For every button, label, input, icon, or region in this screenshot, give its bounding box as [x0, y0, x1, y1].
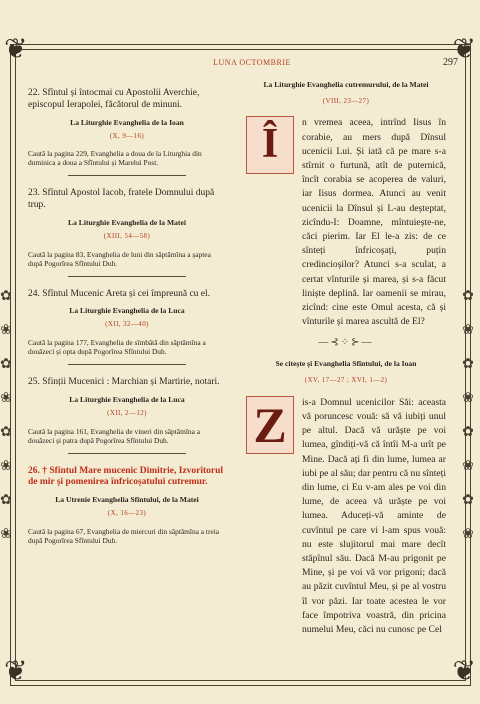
page-reference-note: Caută la pagina 229, Evanghelia a doua de la Liturghia din duminica a doua a Sfîntului și Marelui Post. — [28, 149, 202, 168]
entry-22 — [28, 88, 226, 176]
gospel-reference: (XII, 32—40) — [105, 320, 149, 329]
service-title: La Liturghie Evanghelia de la Matei — [68, 217, 186, 227]
gospel-reference: (XV, 17—27 ; XVI, 1—2) — [304, 375, 388, 384]
entry-title: 25. Sfinții Mucenici : Marchian și Martirie, notari. — [28, 377, 220, 388]
section-title: Se citește și Evanghelia Sfîntului, de la Ioan — [275, 359, 417, 369]
section-title: La Liturghie Evanghelia cutremurului, de la Matei — [263, 80, 429, 89]
entry-25 — [28, 377, 226, 454]
divider — [68, 175, 186, 176]
entry-23 — [28, 188, 226, 276]
service-title: La Liturghie Evanghelia de la Luca — [69, 306, 185, 316]
gospel-reference: (VIII, 23—27) — [322, 96, 370, 105]
gospel-reference: (X, 16—23) — [107, 509, 147, 518]
vine-border-icon: ✿ ❀ ✿ ❀ ✿ ❀ ✿ ❀ — [0, 289, 18, 542]
divider — [68, 364, 186, 365]
corner-flourish-icon: ❦ — [452, 34, 476, 65]
gospel-text: n vremea aceea, intrînd Iisus în corabie, au mers după Dînsul ucenicii Lui. Și iată că pe mare s-a stîrnit o furtună, atît de puternică, încît corabia se acoperea de valuri, iar Iisus dormea. Atunci au venit ucenicii la Dînsul și L-au deșteptat, zicîndu-I: Doamne, mîntuiește-ne, căci pierim. Iar El le-a zis: de ce sînteți înfricoșați, puțin credincioșilor? Atunci s-a sculat, a certat vînturile și marea, și s-a făcut liniște deplină. Iar oamenii se mirau, zicînd: cine este Omul acesta, că și vînturile și marea ascultă de El? — [302, 117, 446, 328]
corner-flourish-icon: ❦ — [452, 656, 476, 687]
dropcap-letter: Z — [246, 396, 294, 454]
divider — [68, 276, 186, 277]
right-column — [246, 80, 446, 637]
left-column — [28, 88, 226, 557]
page-reference-note: Caută la pagina 177, Evanghelia de sîmbătă din săptămîna a douăzeci și opta după Pogorîrea Sfîntului Duh. — [28, 338, 206, 357]
corner-flourish-icon: ❦ — [4, 656, 28, 687]
page-header-title: LUNA OCTOMBRIE — [213, 58, 291, 67]
page-reference-note: Caută la pagina 161, Evanghelia de vineri din săptămîna a douăzeci și patra după Pogorîrea Sfîntului Duh. — [28, 426, 200, 445]
page-reference-note: Caută la pagina 67, Evanghelia de miercuri din săptămîna a treia după Pogorîrea Sfîntului Duh. — [28, 526, 220, 545]
dropcap-paragraph — [246, 396, 446, 637]
divider — [68, 453, 186, 454]
service-title: La Utrenie Evanghelia Sfîntului, de la Matei — [55, 495, 199, 505]
ornament-divider: —⊰⁘⊱— — [318, 337, 374, 349]
gospel-reference: (XIII, 54—58) — [103, 231, 151, 240]
entry-title-highlighted: 26. † Sfîntul Mare mucenic Dimitrie, Izvorîtorul de mir și pomenirea înfricoșatului cutremur. — [28, 465, 224, 488]
gospel-reference: (XII, 2—12) — [107, 408, 147, 417]
entry-26 — [28, 466, 226, 545]
service-title: La Liturghie Evanghelia de la Ioan — [70, 117, 184, 127]
page-number: 297 — [443, 57, 458, 68]
entry-title: 23. Sfîntul Apostol Iacob, fratele Domnului după trup. — [28, 188, 215, 211]
entry-title: 24. Sfîntul Mucenic Areta și cei împreună cu el. — [28, 288, 211, 299]
gospel-text: is-a Domnul ucenicilor Săi: aceasta vă poruncesc vouă: să vă iubiți unul pe altul. Dacă vă urăște pe voi lumea, gîndiți-vă că întîi M-a urît pe Mine. Dacă ați fi din lume, lumea ar iubi pe al său; dar pentru că nu sînteți din lume, ci Eu v-am ales pe voi din lume, de aceea vă urăște pe voi lumea. Aduceți-vă aminte de cuvîntul pe care vi l-am spus vouă: nu este slujitorul mai mare decît stăpînul său. Dacă M-au prigonit pe Mine, și pe voi vă vor prigoni; dacă au păzit cuvîntul Meu, și pe al vostru îl vor păzi. Iar toate acestea le vor face împotriva voastră, din pricina numelui Meu, căci nu cunosc pe Cel — [302, 396, 446, 636]
page-reference-note: Caută la pagina 83, Evanghelia de luni din săptămîna a șaptea după Pogorîrea Sfîntului Duh. — [28, 249, 211, 268]
gospel-reference: (X, 9—16) — [109, 131, 145, 140]
vine-border-icon: ✿ ❀ ✿ ❀ ✿ ❀ ✿ ❀ — [462, 289, 480, 542]
entry-24 — [28, 289, 226, 366]
dropcap-letter: Î — [246, 116, 294, 174]
dropcap-paragraph — [246, 116, 446, 329]
corner-flourish-icon: ❦ — [4, 34, 28, 65]
entry-title: 22. Sfîntul și întocmai cu Apostolii Averchie, episcopul Ierapolei, făcătorul de minuni. — [28, 88, 200, 110]
service-title: La Liturghie Evanghelia de la Luca — [69, 394, 185, 404]
